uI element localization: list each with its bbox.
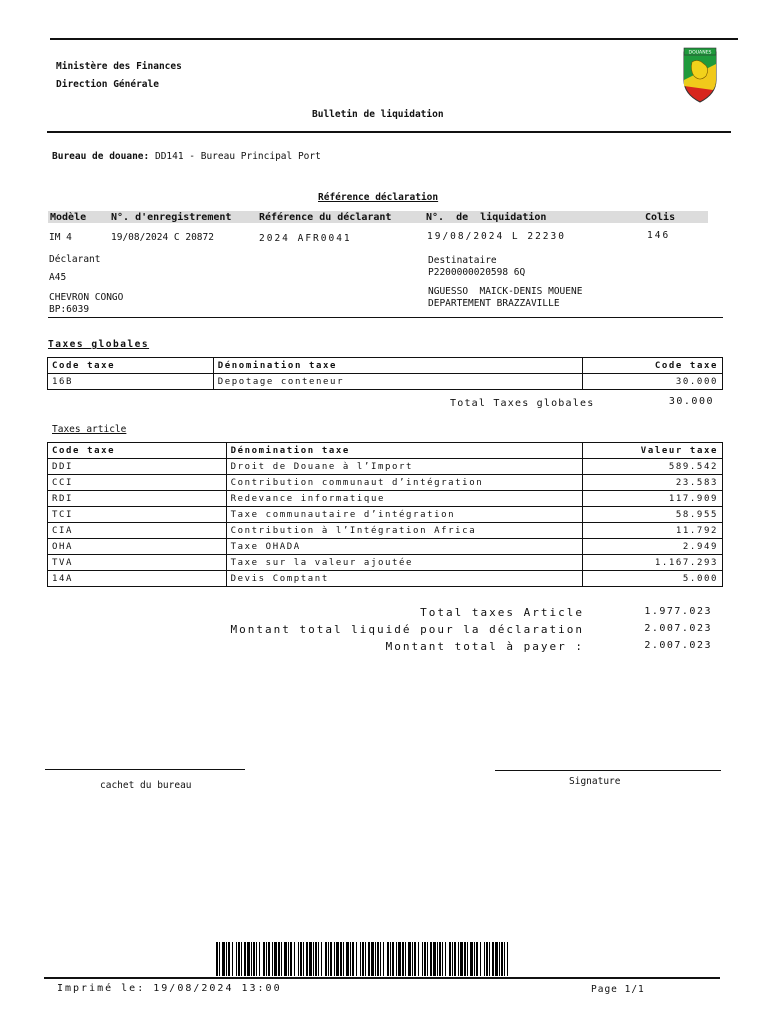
ref-header-modele: Modèle <box>50 212 87 223</box>
barcode-bar <box>356 942 357 976</box>
barcode-bar <box>495 942 498 976</box>
column-header: Code taxe <box>48 358 214 374</box>
barcode-bar <box>362 942 364 976</box>
destinataire-department: DEPARTEMENT BRAZZAVILLE <box>428 298 560 309</box>
barcode-bar <box>238 942 240 976</box>
ref-value-modele: IM 4 <box>49 232 72 243</box>
cachet-label: cachet du bureau <box>100 780 192 791</box>
barcode-bar <box>380 942 381 976</box>
barcode-bar <box>226 942 227 976</box>
barcode-bar <box>427 942 428 976</box>
barcode-bar <box>377 942 379 976</box>
header-rule <box>47 131 731 133</box>
ref-value-liquidation: 19/08/2024 L 22230 <box>427 231 566 242</box>
printed-line <box>57 983 282 994</box>
bureau-label: Bureau de douane: <box>52 151 150 162</box>
table-row <box>48 523 723 539</box>
tax-name: Contribution communaut d’intégration <box>226 475 583 491</box>
barcode-bar <box>507 942 508 976</box>
footer-rule <box>44 977 720 979</box>
cachet-line <box>45 769 245 770</box>
barcode-bar <box>442 942 443 976</box>
top-rule <box>50 38 738 40</box>
destinataire-label: Destinataire <box>428 255 497 266</box>
reference-title: Référence déclaration <box>318 192 439 203</box>
tax-name: Taxe communautaire d’intégration <box>226 507 583 523</box>
barcode-bar <box>318 942 319 976</box>
table-row <box>48 374 723 390</box>
ref-header-ref-declarant: Référence du déclarant <box>259 212 392 223</box>
barcode-bar <box>480 942 481 976</box>
barcode-bar <box>228 942 230 976</box>
barcode-bar <box>489 942 490 976</box>
barcode-bar <box>216 942 218 976</box>
tax-name: Taxe sur la valeur ajoutée <box>226 555 583 571</box>
table-row <box>48 475 723 491</box>
barcode-bar <box>375 942 376 976</box>
barcode-bar <box>387 942 389 976</box>
column-header: Valeur taxe <box>583 443 723 459</box>
bureau-line <box>52 151 321 162</box>
barcode-bar <box>284 942 287 976</box>
tax-value: 117.909 <box>583 491 723 507</box>
barcode-bar <box>236 942 237 976</box>
table-row <box>48 555 723 571</box>
barcode-bar <box>452 942 453 976</box>
barcode-bar <box>422 942 423 976</box>
ref-value-enregistrement: 19/08/2024 C 20872 <box>111 232 214 243</box>
destinataire-name: NGUESSO MAICK-DENIS MOUENE <box>428 286 583 297</box>
total-a-payer-label: Montant total à payer : <box>385 640 584 653</box>
barcode-bar <box>263 942 265 976</box>
barcode-bar <box>306 942 308 976</box>
svg-text:DOUANES: DOUANES <box>688 50 712 56</box>
tax-code: CIA <box>48 523 227 539</box>
barcode-bar <box>313 942 314 976</box>
destinataire-code: P2200000020598 6Q <box>428 267 526 278</box>
barcode-bar <box>290 942 292 976</box>
column-header: Code taxe <box>48 443 227 459</box>
barcode-bar <box>346 942 349 976</box>
barcode-bar <box>336 942 339 976</box>
table-header-row <box>48 358 723 374</box>
barcode-bar <box>244 942 246 976</box>
tax-value: 1.167.293 <box>583 555 723 571</box>
tax-code: TVA <box>48 555 227 571</box>
total-article-label: Total taxes Article <box>420 606 584 619</box>
barcode-bar <box>430 942 432 976</box>
barcode-bar <box>253 942 255 976</box>
barcode-bar <box>486 942 488 976</box>
printed-date: 19/08/2024 13:00 <box>153 983 282 994</box>
table-row <box>48 539 723 555</box>
declarant-rule <box>48 317 723 318</box>
tax-value: 2.949 <box>583 539 723 555</box>
barcode-bar <box>309 942 312 976</box>
tax-name: Depotage conteneur <box>213 374 582 390</box>
tax-name: Redevance informatique <box>226 491 583 507</box>
tax-code: DDI <box>48 459 227 475</box>
barcode-bar <box>274 942 277 976</box>
total-liquide-value: 2.007.023 <box>644 623 712 634</box>
total-liquide-label: Montant total liquidé pour la déclaration <box>230 623 584 636</box>
barcode-bar <box>454 942 456 976</box>
tax-value: 5.000 <box>583 571 723 587</box>
tax-value: 11.792 <box>583 523 723 539</box>
barcode-bar <box>464 942 466 976</box>
barcode-bar <box>504 942 505 976</box>
barcode-bar <box>340 942 342 976</box>
column-header: Dénomination taxe <box>213 358 582 374</box>
direction-name: Direction Générale <box>56 79 159 90</box>
barcode-bar <box>303 942 304 976</box>
table-row <box>48 507 723 523</box>
barcode-bar <box>458 942 459 976</box>
barcode-bar <box>449 942 451 976</box>
barcode-bar <box>437 942 438 976</box>
barcode-bar <box>408 942 411 976</box>
barcode-bar <box>266 942 267 976</box>
printed-label: Imprimé le: <box>57 983 146 994</box>
barcode-bar <box>383 942 384 976</box>
barcode <box>216 942 512 976</box>
barcode-bar <box>392 942 394 976</box>
total-taxes-globales-value: 30.000 <box>668 396 714 407</box>
declarant-code: A45 <box>49 272 67 283</box>
barcode-bar <box>476 942 478 976</box>
barcode-bar <box>484 942 485 976</box>
barcode-bar <box>321 942 322 976</box>
barcode-bar <box>247 942 250 976</box>
barcode-bar <box>460 942 463 976</box>
tax-code: 16B <box>48 374 214 390</box>
total-taxes-globales-label: Total Taxes globales <box>450 398 595 409</box>
ref-header-liquidation: N°. de liquidation <box>426 212 547 223</box>
tax-code: OHA <box>48 539 227 555</box>
taxes-article-title: Taxes article <box>52 424 127 435</box>
page-number: Page 1/1 <box>591 984 645 995</box>
barcode-bar <box>315 942 317 976</box>
barcode-bar <box>343 942 344 976</box>
barcode-bar <box>350 942 351 976</box>
barcode-bar <box>414 942 416 976</box>
declarant-name: CHEVRON CONGO <box>49 292 124 303</box>
barcode-bar <box>470 942 473 976</box>
table-row <box>48 491 723 507</box>
barcode-bar <box>424 942 426 976</box>
bureau-value: DD141 - Bureau Principal Port <box>154 151 321 162</box>
barcode-bar <box>352 942 354 976</box>
tax-value: 589.542 <box>583 459 723 475</box>
barcode-bar <box>467 942 468 976</box>
barcode-bar <box>418 942 419 976</box>
tax-name: Contribution à l’Intégration Africa <box>226 523 583 539</box>
signature-line <box>495 770 721 771</box>
signature-label: Signature <box>569 776 621 787</box>
barcode-bar <box>330 942 332 976</box>
barcode-bar <box>325 942 327 976</box>
barcode-bar <box>232 942 233 976</box>
barcode-bar <box>328 942 329 976</box>
table-row <box>48 459 723 475</box>
barcode-bar <box>334 942 335 976</box>
tax-name: Devis Comptant <box>226 571 583 587</box>
tax-code: TCI <box>48 507 227 523</box>
barcode-bar <box>272 942 273 976</box>
barcode-bar <box>396 942 397 976</box>
barcode-bar <box>259 942 260 976</box>
barcode-bar <box>474 942 475 976</box>
table-header-row <box>48 443 723 459</box>
barcode-bar <box>371 942 374 976</box>
ref-value-ref-declarant: 2024 AFR0041 <box>259 233 352 244</box>
barcode-bar <box>300 942 302 976</box>
barcode-bar <box>501 942 503 976</box>
barcode-bar <box>281 942 282 976</box>
barcode-bar <box>294 942 295 976</box>
barcode-bar <box>268 942 270 976</box>
declarant-label: Déclarant <box>49 254 101 265</box>
barcode-bar <box>278 942 280 976</box>
ref-value-colis: 146 <box>647 230 671 241</box>
tax-name: Droit de Douane à l’Import <box>226 459 583 475</box>
taxes-globales-title: Taxes globales <box>48 339 150 350</box>
barcode-bar <box>368 942 370 976</box>
ministry-name: Ministère des Finances <box>56 61 182 72</box>
barcode-bar <box>405 942 406 976</box>
barcode-bar <box>445 942 446 976</box>
barcode-bar <box>360 942 361 976</box>
barcode-bar <box>256 942 257 976</box>
barcode-bar <box>492 942 494 976</box>
barcode-bar <box>222 942 225 976</box>
tax-code: CCI <box>48 475 227 491</box>
ref-header-colis: Colis <box>645 212 676 223</box>
barcode-bar <box>390 942 391 976</box>
column-header: Code taxe <box>583 358 723 374</box>
barcode-bar <box>398 942 401 976</box>
customs-logo <box>680 46 720 104</box>
barcode-bar <box>439 942 441 976</box>
declarant-bp: BP:6039 <box>49 304 90 315</box>
barcode-bar <box>365 942 366 976</box>
barcode-bar <box>251 942 252 976</box>
table-row <box>48 571 723 587</box>
taxes-globales-table <box>47 357 723 390</box>
tax-code: 14A <box>48 571 227 587</box>
barcode-bar <box>219 942 220 976</box>
barcode-bar <box>241 942 242 976</box>
tax-name: Taxe OHADA <box>226 539 583 555</box>
tax-value: 23.583 <box>583 475 723 491</box>
total-article-value: 1.977.023 <box>644 606 712 617</box>
barcode-bar <box>402 942 404 976</box>
barcode-bar <box>433 942 436 976</box>
column-header: Dénomination taxe <box>226 443 583 459</box>
document-title: Bulletin de liquidation <box>312 109 444 120</box>
tax-value: 30.000 <box>583 374 723 390</box>
barcode-bar <box>298 942 299 976</box>
taxes-article-table <box>47 442 723 587</box>
barcode-bar <box>499 942 500 976</box>
barcode-bar <box>288 942 289 976</box>
barcode-bar <box>412 942 413 976</box>
tax-value: 58.955 <box>583 507 723 523</box>
total-a-payer-value: 2.007.023 <box>644 640 712 651</box>
ref-header-enregistrement: N°. d'enregistrement <box>111 212 232 223</box>
tax-code: RDI <box>48 491 227 507</box>
